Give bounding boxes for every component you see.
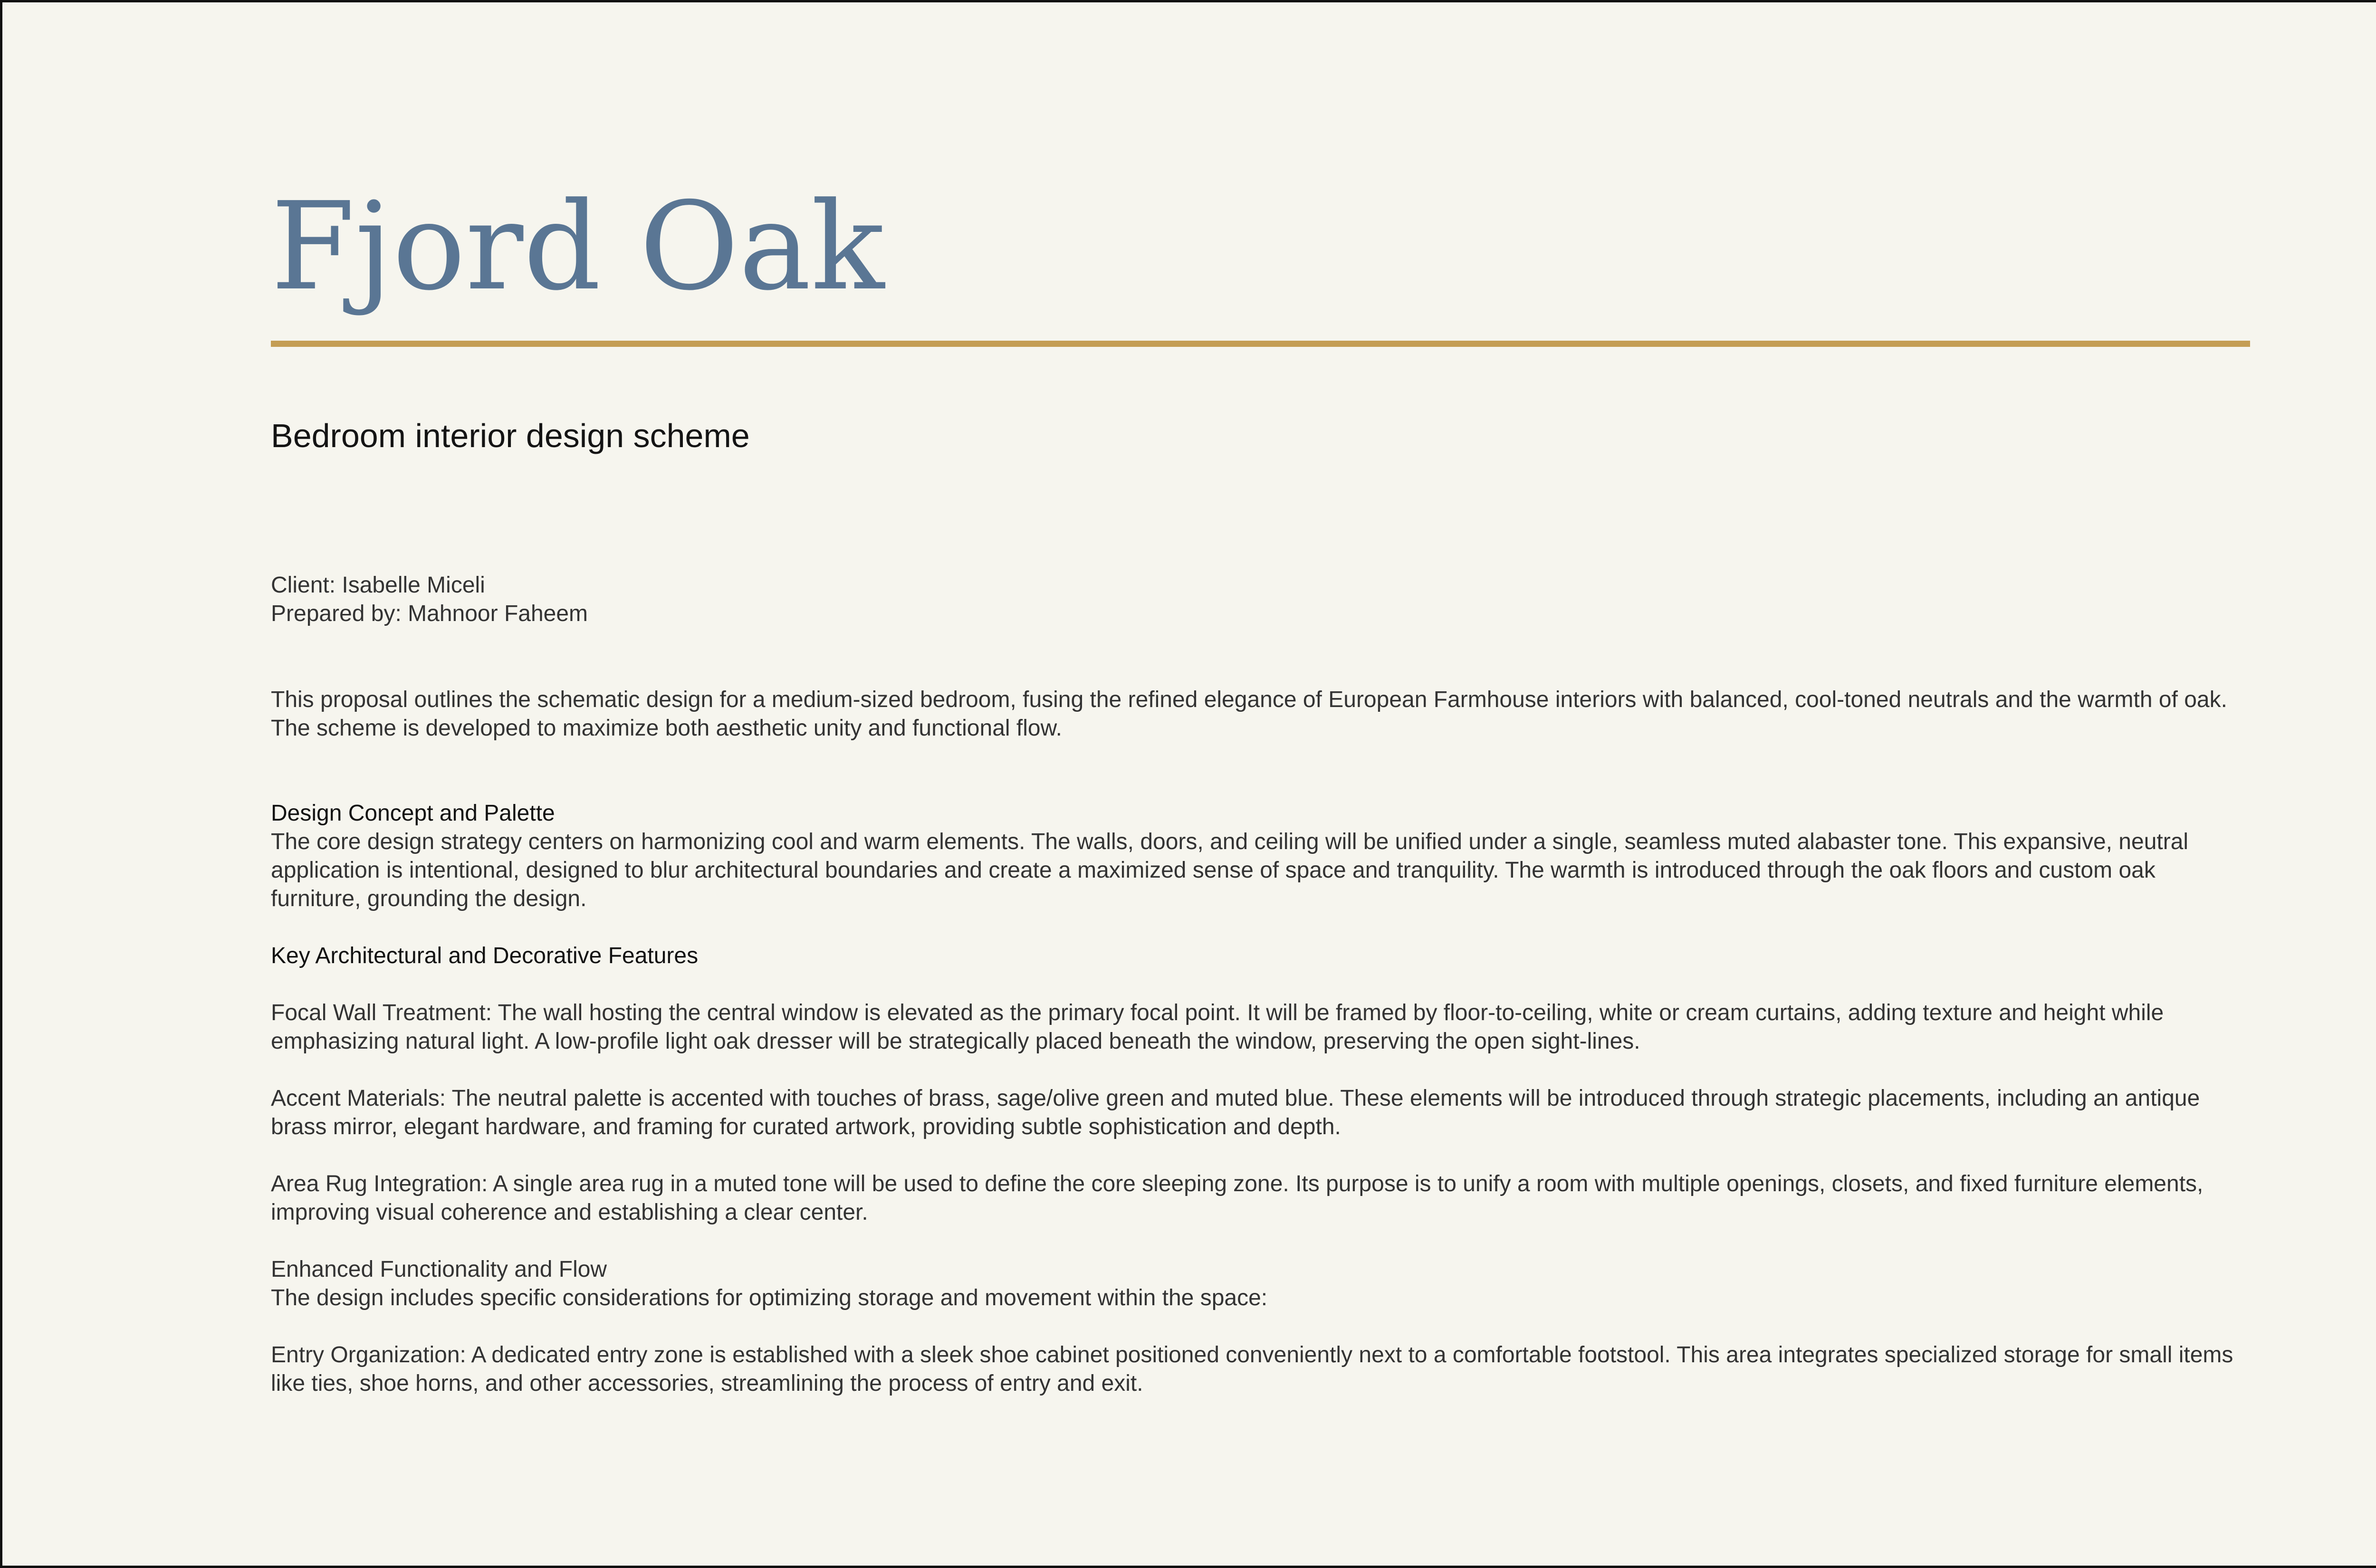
area-rug-paragraph: Area Rug Integration: A single area rug in a muted tone will be used to define the core sleeping zone. Its purpose is to unify a room with multiple openings, closets, and fixed furniture elements, improving visual coherence and establishing a clear center.: [271, 1171, 2204, 1225]
intro-paragraph: This proposal outlines the schematic design for a medium-sized bedroom, fusing the refined elegance of European Farmhouse interiors with balanced, cool-toned neutrals and the warmth of oak. The scheme is developed to maximize both aesthetic unity and functional flow.: [271, 687, 2227, 741]
entry-organization-block: [271, 1341, 2250, 1398]
document-subtitle: Bedroom interior design scheme: [271, 417, 750, 454]
concept-section: [271, 799, 2250, 913]
concept-heading: Design Concept and Palette: [271, 801, 555, 826]
functionality-heading: Enhanced Functionality and Flow: [271, 1257, 607, 1282]
title-divider: [271, 341, 2250, 347]
entry-organization-paragraph: Entry Organization: A dedicated entry zone is established with a sleek shoe cabinet positioned conveniently next to a comfortable footstool. This area integrates specialized storage for small items like ties, shoe horns, and other accessories, streamlining the process of entry and exit.: [271, 1342, 2233, 1396]
document-meta: [271, 571, 2250, 628]
concept-paragraph: The core design strategy centers on harmonizing cool and warm elements. The walls, doors, and ceiling will be unified under a single, seamless muted alabaster tone. This expansive, neutral application is intentional, designed to blur architectural boundaries and create a maximized sense of space and tranquility. The warmth is introduced through the oak floors and custom oak furniture, grounding the design.: [271, 829, 2189, 911]
focal-wall-paragraph: Focal Wall Treatment: The wall hosting the central window is elevated as the primary focal point. It will be framed by floor-to-ceiling, white or cream curtains, adding texture and height while emphasizing natural light. A low-profile light oak dresser will be strategically placed beneath the window, preserving the open sight-lines.: [271, 1000, 2164, 1054]
functionality-paragraph: The design includes specific considerations for optimizing storage and movement within the space:: [271, 1285, 1268, 1310]
features-heading: Key Architectural and Decorative Features: [271, 943, 699, 968]
area-rug-block: [271, 1170, 2250, 1227]
accent-materials-block: [271, 1084, 2250, 1141]
intro-section: [271, 686, 2250, 743]
prepared-by-line: Prepared by: Mahnoor Faheem: [271, 601, 588, 626]
document-title: Fjord Oak: [271, 176, 885, 317]
functionality-section: [271, 1255, 2250, 1312]
features-heading-block: [271, 942, 2250, 970]
client-line: Client: Isabelle Miceli: [271, 573, 485, 598]
focal-wall-block: [271, 999, 2250, 1056]
accent-materials-paragraph: Accent Materials: The neutral palette is accented with touches of brass, sage/olive green and muted blue. These elements will be introduced through strategic placements, including an antique brass mirror, elegant hardware, and framing for curated artwork, providing subtle sophistication and depth.: [271, 1086, 2200, 1139]
